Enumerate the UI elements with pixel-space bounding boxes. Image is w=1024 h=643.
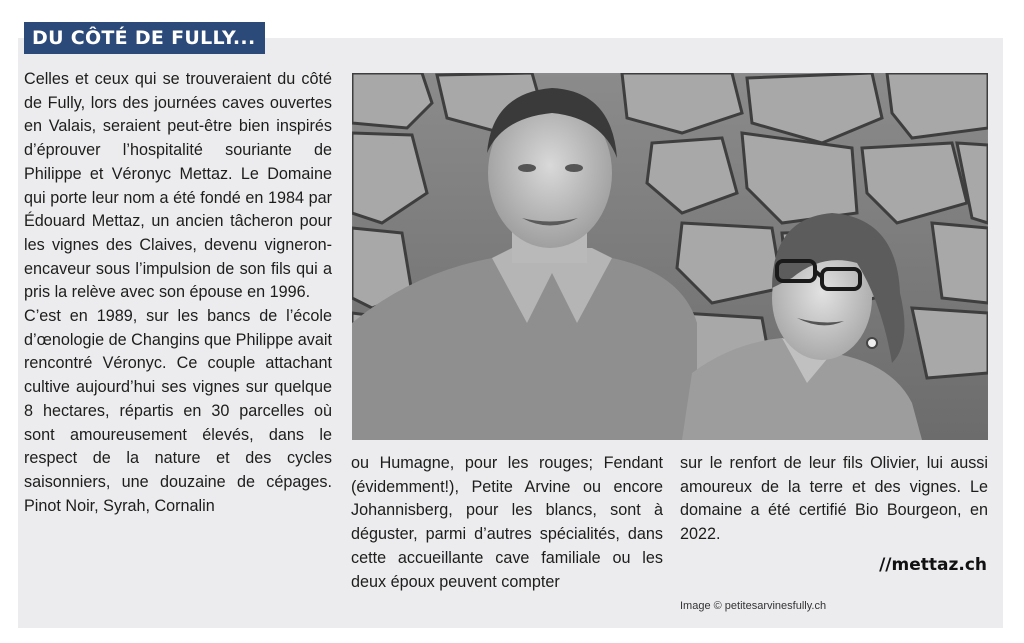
- paragraph-cepages: ou Humagne, pour les rouges; Fendant (évidemment!), Petite Arvine ou encore Johannisberg, pour les blancs, sont à déguster, parmi d’autres spécialités, dans cette accueillante cave familiale ou les deux époux peuvent compter: [351, 454, 663, 591]
- website-link[interactable]: //mettaz.ch: [879, 555, 987, 575]
- couple-photo: [352, 73, 988, 440]
- section-title: DU CÔTÉ DE FULLY...: [24, 22, 265, 54]
- article-column-2: [351, 452, 663, 594]
- paragraph-intro: Celles et ceux qui se trouveraient du côté de Fully, lors des journées caves ouvertes en Valais, seraient peut-être bien inspirés d’éprouver l’hospitalité souriante de Philippe et Véronyc Mettaz. Le Domaine qui porte leur nom a été fondé en 1984 par Édouard Mettaz, un ancien tâcheron pour les vignes des Claives, devenu vigneron-encaveur sous l’impulsion de son fils qui a pris la relève avec son épouse en 1996.: [24, 70, 332, 302]
- paragraph-olivier: sur le renfort de leur fils Olivier, lui aussi amoureux de la terre et des vignes. Le domaine a été certifié Bio Bourgeon, en 2022.: [680, 454, 988, 544]
- article-column-1: [24, 68, 332, 518]
- image-credit: Image © petitesarvinesfully.ch: [680, 600, 827, 612]
- paragraph-history: C’est en 1989, sur les bancs de l’école d’œnologie de Changins que Philippe avait rencontré Véronyc. Ce couple attachant cultive aujourd’hui ses vignes sur quelque 8 hectares, répartis en 30 parcelles où sont amoureusement élevés, dans le respect de la nature et des cycles saisonniers, une douzaine de cépages. Pinot Noir, Syrah, Cornalin: [24, 307, 332, 515]
- article-column-3: [680, 452, 988, 547]
